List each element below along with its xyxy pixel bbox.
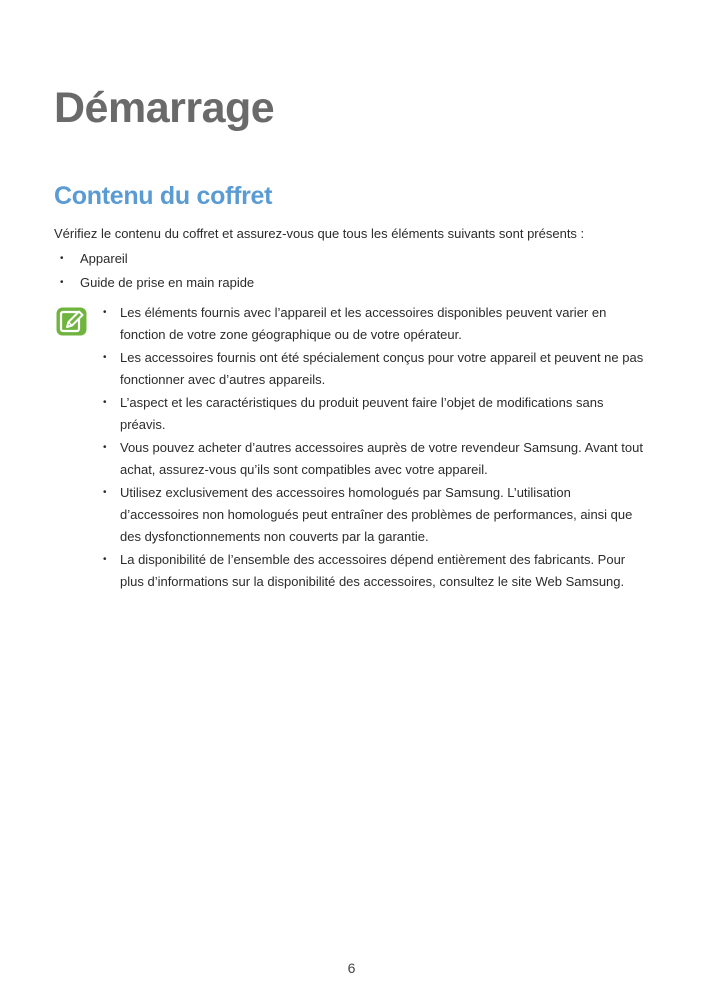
note-text: Vous pouvez acheter d’autres accessoires auprès de votre revendeur Samsung. Avant tout achat, assurez-vous qu’ils sont compatibles avec votre appareil. bbox=[120, 440, 643, 477]
note-item bbox=[98, 347, 650, 391]
page-number: 6 bbox=[347, 960, 356, 976]
note-pencil-icon bbox=[55, 306, 88, 337]
note-item bbox=[98, 437, 650, 481]
note-item bbox=[98, 302, 650, 346]
note-text: Utilisez exclusivement des accessoires homologués par Samsung. L’utilisation d’accessoires non homologués peut entraîner des problèmes de performances, ainsi que des dysfonctionnements non couverts par la garantie. bbox=[120, 485, 633, 544]
list-item-text: Guide de prise en main rapide bbox=[80, 275, 255, 290]
note-text: Les éléments fournis avec l’appareil et les accessoires disponibles peuvent varier en fonction de votre zone géographique ou de votre opérateur. bbox=[120, 305, 607, 342]
intro-text: Vérifiez le contenu du coffret et assurez-vous que tous les éléments suivants sont présents : bbox=[54, 226, 585, 241]
contents-list bbox=[54, 249, 254, 297]
bullet: • bbox=[60, 253, 64, 264]
bullet: • bbox=[103, 442, 107, 453]
bullet: • bbox=[103, 352, 107, 363]
section-title: Contenu du coffret bbox=[54, 182, 273, 210]
note-text: Les accessoires fournis ont été spécialement conçus pour votre appareil et peuvent ne pas fonctionner avec d’autres appareils. bbox=[120, 350, 644, 387]
page-title: Démarrage bbox=[54, 84, 275, 132]
list-item bbox=[54, 249, 254, 269]
list-item bbox=[54, 273, 254, 293]
note-item bbox=[98, 549, 650, 593]
bullet: • bbox=[103, 554, 107, 565]
note-text: La disponibilité de l’ensemble des accessoires dépend entièrement des fabricants. Pour plus d’informations sur la disponibilité des accessoires, consultez le site Web Samsung. bbox=[120, 552, 626, 589]
bullet: • bbox=[103, 487, 107, 498]
bullet: • bbox=[60, 277, 64, 288]
notes-list bbox=[98, 302, 650, 594]
note-item bbox=[98, 482, 650, 548]
bullet: • bbox=[103, 307, 107, 318]
note-item bbox=[98, 392, 650, 436]
list-item-text: Appareil bbox=[80, 251, 128, 266]
bullet: • bbox=[103, 397, 107, 408]
note-text: L’aspect et les caractéristiques du produit peuvent faire l’objet de modifications sans préavis. bbox=[120, 395, 604, 432]
